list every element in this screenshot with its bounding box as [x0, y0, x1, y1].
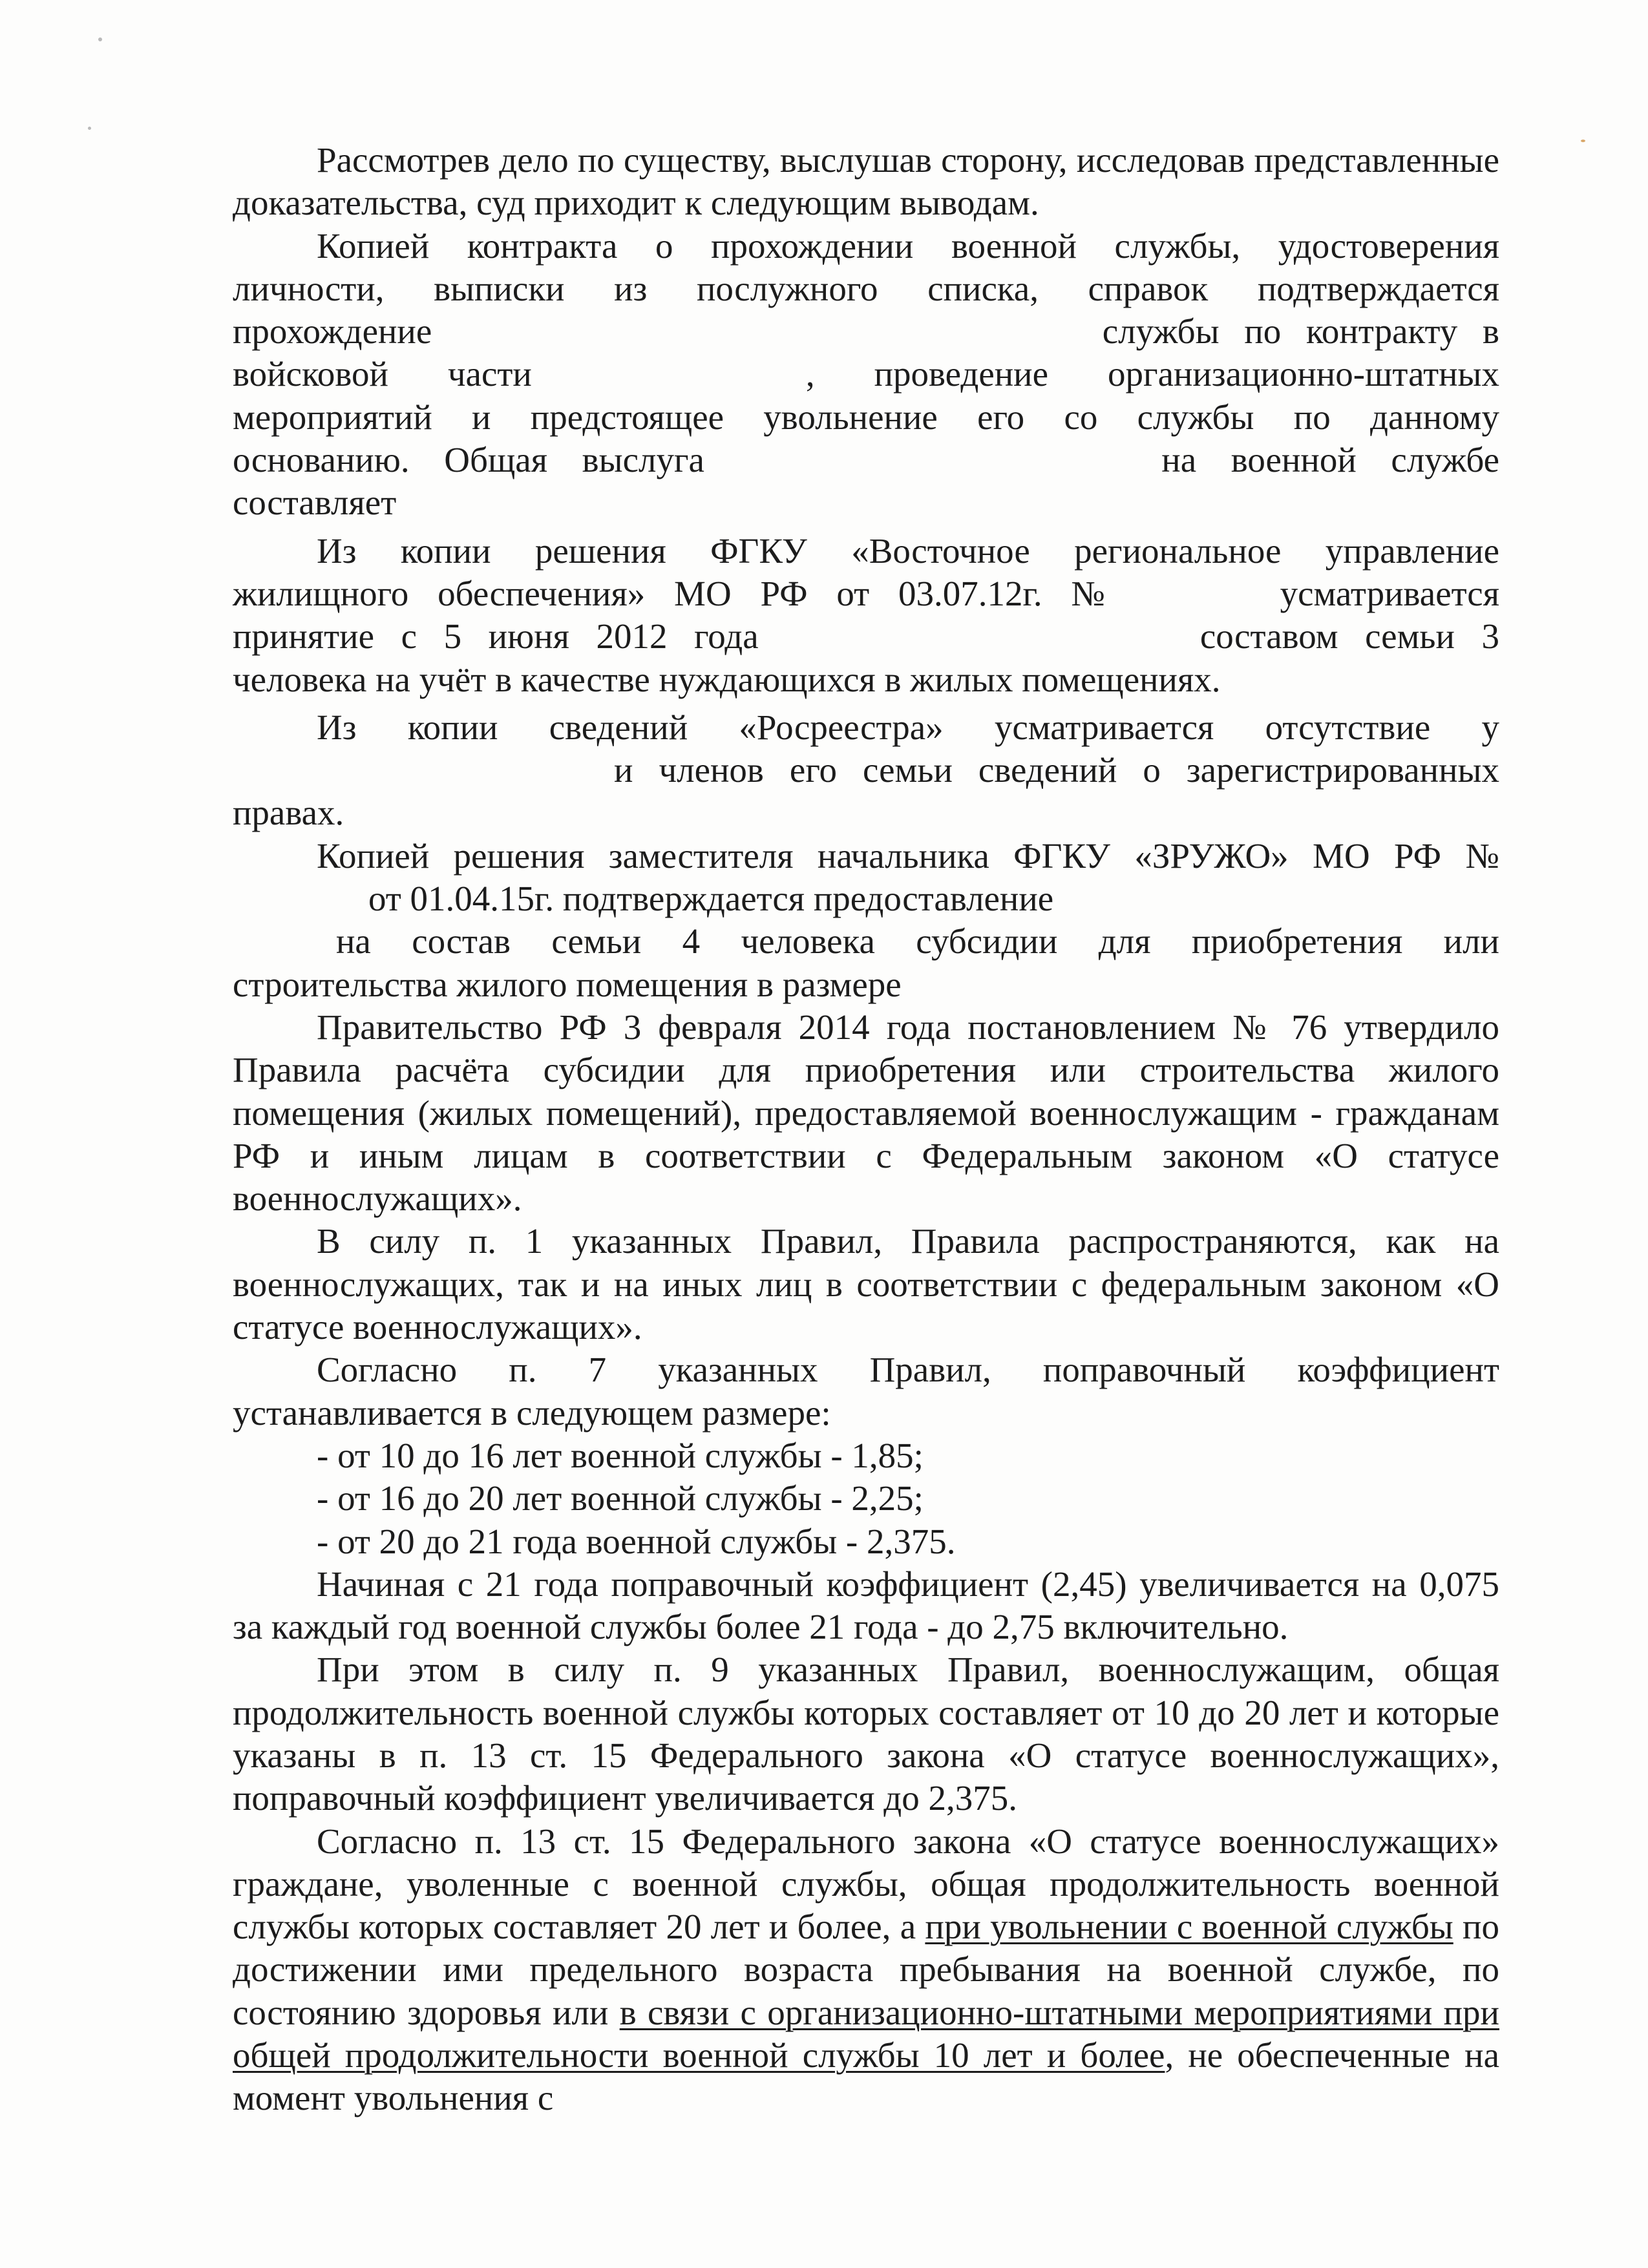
text-line: мероприятий и предстоящее увольнение его со службы по данному: [233, 397, 1499, 437]
paragraph-contract: [233, 225, 1499, 525]
paragraph-housing-decision: [233, 530, 1499, 701]
text-line: Копией контракта о прохождении военной службы, удостоверения: [317, 226, 1499, 266]
text-line: строительства жилого помещения в размере: [233, 964, 902, 1004]
paragraph-article-15: [233, 1820, 1499, 2120]
paragraph-subsidy-decision: [233, 835, 1499, 1006]
text-line: и членов его семьи сведений о зарегистрированных: [614, 750, 1499, 790]
document-body: [233, 139, 1499, 2120]
text-fragment: жилищного обеспечения» МО РФ от 03.07.12г. №: [233, 573, 1125, 613]
text-line: Из копии сведений «Росреестра» усматривается отсутствие у: [317, 707, 1499, 747]
text-fragment: , проведение организационно-штатных: [805, 354, 1500, 394]
text-line: составляет: [233, 483, 397, 523]
text-fragment: Согласно п. 13 ст. 15 Федерального закона «О статусе военнослужащих» граждане, уволенные с военной службы, общая продолжительность военной службы которых составляет 20 лет и более, а: [233, 1821, 1499, 1947]
paragraph-rosreestr: [233, 706, 1499, 835]
text-line: [233, 353, 1499, 395]
text-fragment: составом семьи 3: [1199, 616, 1500, 656]
text-fragment: войсковой части: [233, 354, 532, 394]
text-fragment: службы по контракту в: [1102, 311, 1499, 352]
paragraph-rule-9: При этом в силу п. 9 указанных Правил, военнослужащим, общая продолжительность военной службы которых составляет от 10 до 20 лет и которые указаны в п. 13 ст. 15 Федерального закона «О статусе военнослужащих», поправочный коэффициент увеличивается до 2,375.: [233, 1650, 1499, 1818]
text-line: [233, 310, 1499, 353]
text-fragment: , не обеспеченные на момент увольнения с: [233, 2035, 1500, 2118]
text-line: Копией решения заместителя начальника ФГКУ «ЗРУЖО» МО РФ №: [317, 835, 1499, 876]
text-line: Из копии решения ФГКУ «Восточное региональное управление: [317, 530, 1499, 571]
text-fragment: принятие с 5 июня 2012 года: [233, 616, 759, 656]
text-fragment: на военной службе: [1161, 440, 1500, 480]
scan-speck: [88, 127, 91, 130]
paragraph-rules-scope: В силу п. 1 указанных Правил, Правила распространяются, как на военнослужащих, так и на иных лиц в соответствии с федеральным законом «О статусе военнослужащих».: [233, 1221, 1499, 1347]
text-line: [233, 615, 1499, 658]
text-line: от 01.04.15г. подтверждается предоставление: [368, 879, 1054, 919]
text-fragment: по достижении ими предельного возраста пребывания на военной службе, по состоянию здоровья или: [233, 1907, 1499, 2032]
paragraph-coefficient: Согласно п. 7 указанных Правил, поправочный коэффициент устанавливается в следующем размере:: [233, 1350, 1499, 1433]
text-fragment: прохождение: [233, 311, 432, 352]
text-line: личности, выписки из послужного списка, справок подтверждается: [233, 268, 1499, 308]
paragraph-government-rules: Правительство РФ 3 февраля 2014 года постановлением № 76 утвердило Правила расчёта субсидии для приобретения или строительства жилого помещения (жилых помещений), предоставляемой военнослужащим - гражданам РФ и иным лицам в соответствии с Федеральным законом «О статусе военнослужащих».: [233, 1007, 1499, 1219]
text-line: на состав семьи 4 человека субсидии для приобретения или: [336, 921, 1499, 961]
text-line: [233, 439, 1499, 481]
list-item: - от 10 до 16 лет военной службы - 1,85;: [317, 1435, 924, 1475]
text-fragment: основанию. Общая выслуга: [233, 440, 704, 480]
text-line: [233, 572, 1499, 615]
list-item: - от 20 до 21 года военной службы - 2,375.: [317, 1521, 956, 1561]
text-line: правах.: [233, 793, 344, 833]
underlined-text: в связи с организационно-штатными мероприятиями при общей продолжительности военной службы 10 лет и более: [233, 1992, 1499, 2075]
scan-speck: [98, 37, 102, 41]
paragraph-conclusion-intro: Рассмотрев дело по существу, выслушав сторону, исследовав представленные доказательства, суд приходит к следующим выводам.: [233, 140, 1499, 223]
paragraph-coefficient-increase: Начиная с 21 года поправочный коэффициент (2,45) увеличивается на 0,075 за каждый год военной службы более 21 года - до 2,75 включительно.: [233, 1564, 1499, 1647]
list-item: - от 16 до 20 лет военной службы - 2,25;: [317, 1478, 924, 1518]
text-fragment: усматривается: [1280, 573, 1500, 613]
text-line: человека на учёт в качестве нуждающихся в жилых помещениях.: [233, 659, 1221, 699]
underlined-text: при увольнении с военной службы: [925, 1907, 1453, 1947]
scan-speck: [1581, 140, 1585, 142]
